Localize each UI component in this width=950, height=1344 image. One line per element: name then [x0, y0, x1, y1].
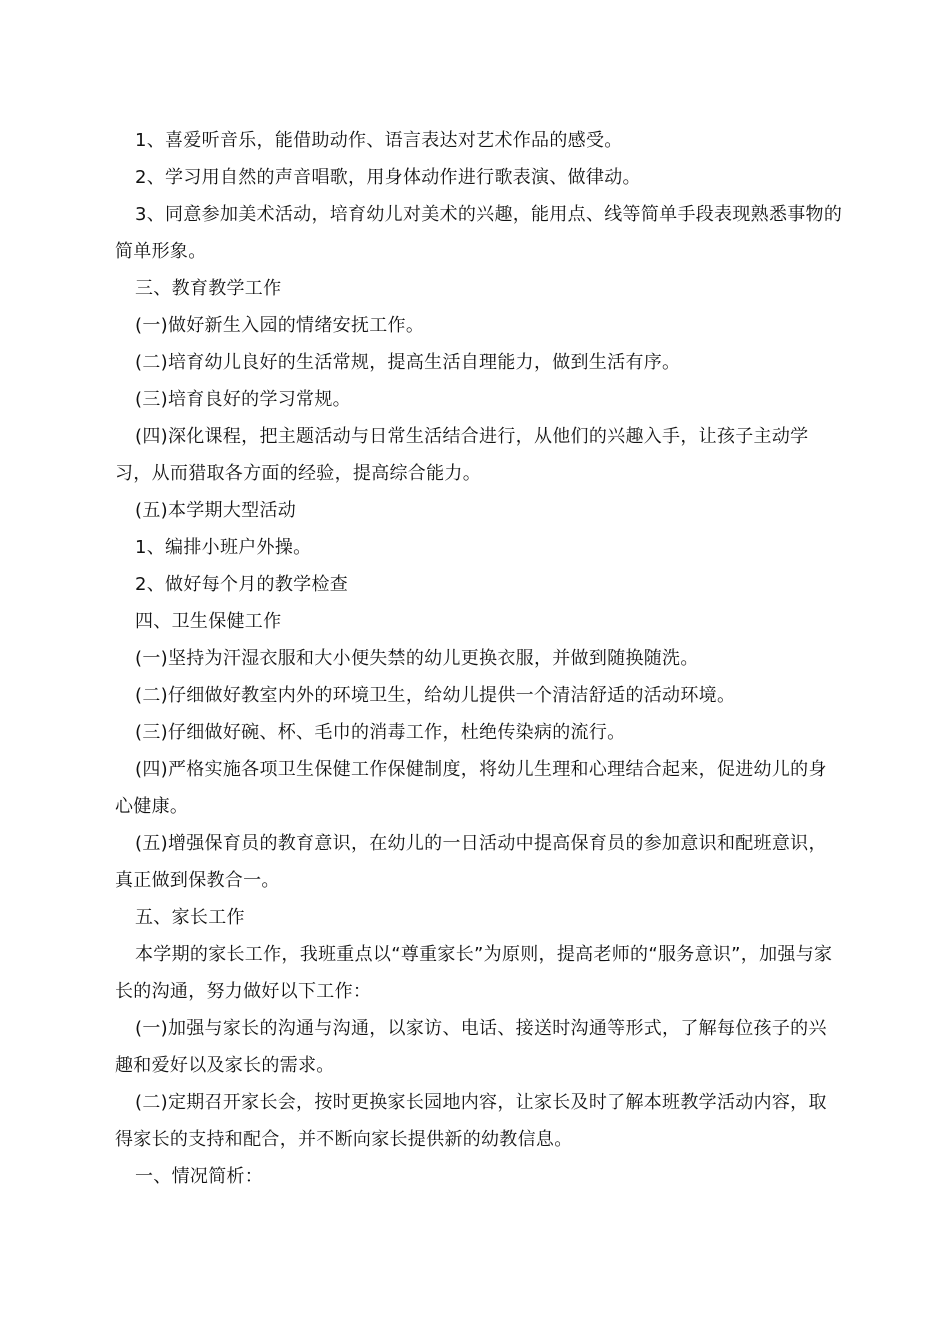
paragraph-20: (一)加强与家长的沟通与沟通，以家访、电话、接送时沟通等形式，了解每位孩子的兴趣和爱好以及家长的需求。: [115, 1018, 827, 1076]
paragraph-3: 3、同意参加美术活动，培育幼儿对美术的兴趣，能用点、线等简单手段表现熟悉事物的简单形象。: [115, 204, 843, 262]
section-heading-1: 一、情况简析：: [135, 1166, 264, 1187]
paragraph-15: (三)仔细做好碗、杯、毛巾的消毒工作，杜绝传染病的流行。: [135, 722, 626, 743]
paragraph-21: (二)定期召开家长会，按时更换家长园地内容，让家长及时了解本班教学活动内容，取得家长的支持和配合，并不断向家长提供新的幼教信息。: [115, 1092, 827, 1150]
paragraph-17: (五)增强保育员的教育意识，在幼儿的一日活动中提高保育员的参加意识和配班意识，真正做到保教合一。: [115, 833, 827, 891]
paragraph-6: (二)培育幼儿良好的生活常规，提高生活自理能力，做到生活有序。: [135, 352, 681, 373]
paragraph-9: (五)本学期大型活动: [135, 500, 297, 521]
paragraph-16: (四)严格实施各项卫生保健工作保健制度，将幼儿生理和心理结合起来，促进幼儿的身心健康。: [115, 759, 827, 817]
paragraph-5: (一)做好新生入园的情绪安抚工作。: [135, 315, 425, 336]
paragraph-7: (三)培育良好的学习常规。: [135, 389, 351, 410]
paragraph-2: 2、学习用自然的声音唱歌，用身体动作进行歌表演、做律动。: [135, 167, 641, 188]
paragraph-19: 本学期的家长工作，我班重点以“尊重家长”为原则，提高老师的“服务意识”，加强与家长的沟通，努力做好以下工作：: [115, 944, 833, 1002]
paragraph-14: (二)仔细做好教室内外的环境卫生，给幼儿提供一个清洁舒适的活动环境。: [135, 685, 736, 706]
document-body: [115, 122, 845, 1195]
paragraph-1: 1、喜爱听音乐，能借助动作、语言表达对艺术作品的感受。: [135, 130, 623, 151]
paragraph-8: (四)深化课程，把主题活动与日常生活结合进行，从他们的兴趣入手，让孩子主动学习，从而猎取各方面的经验，提高综合能力。: [115, 426, 809, 484]
paragraph-11: 2、做好每个月的教学检查: [135, 574, 349, 595]
section-heading-3: 三、教育教学工作: [135, 278, 282, 299]
paragraph-10: 1、编排小班户外操。: [135, 537, 312, 558]
section-heading-5: 五、家长工作: [135, 907, 245, 928]
section-heading-4: 四、卫生保健工作: [135, 611, 282, 632]
paragraph-13: (一)坚持为汗湿衣服和大小便失禁的幼儿更换衣服，并做到随换随洗。: [135, 648, 699, 669]
